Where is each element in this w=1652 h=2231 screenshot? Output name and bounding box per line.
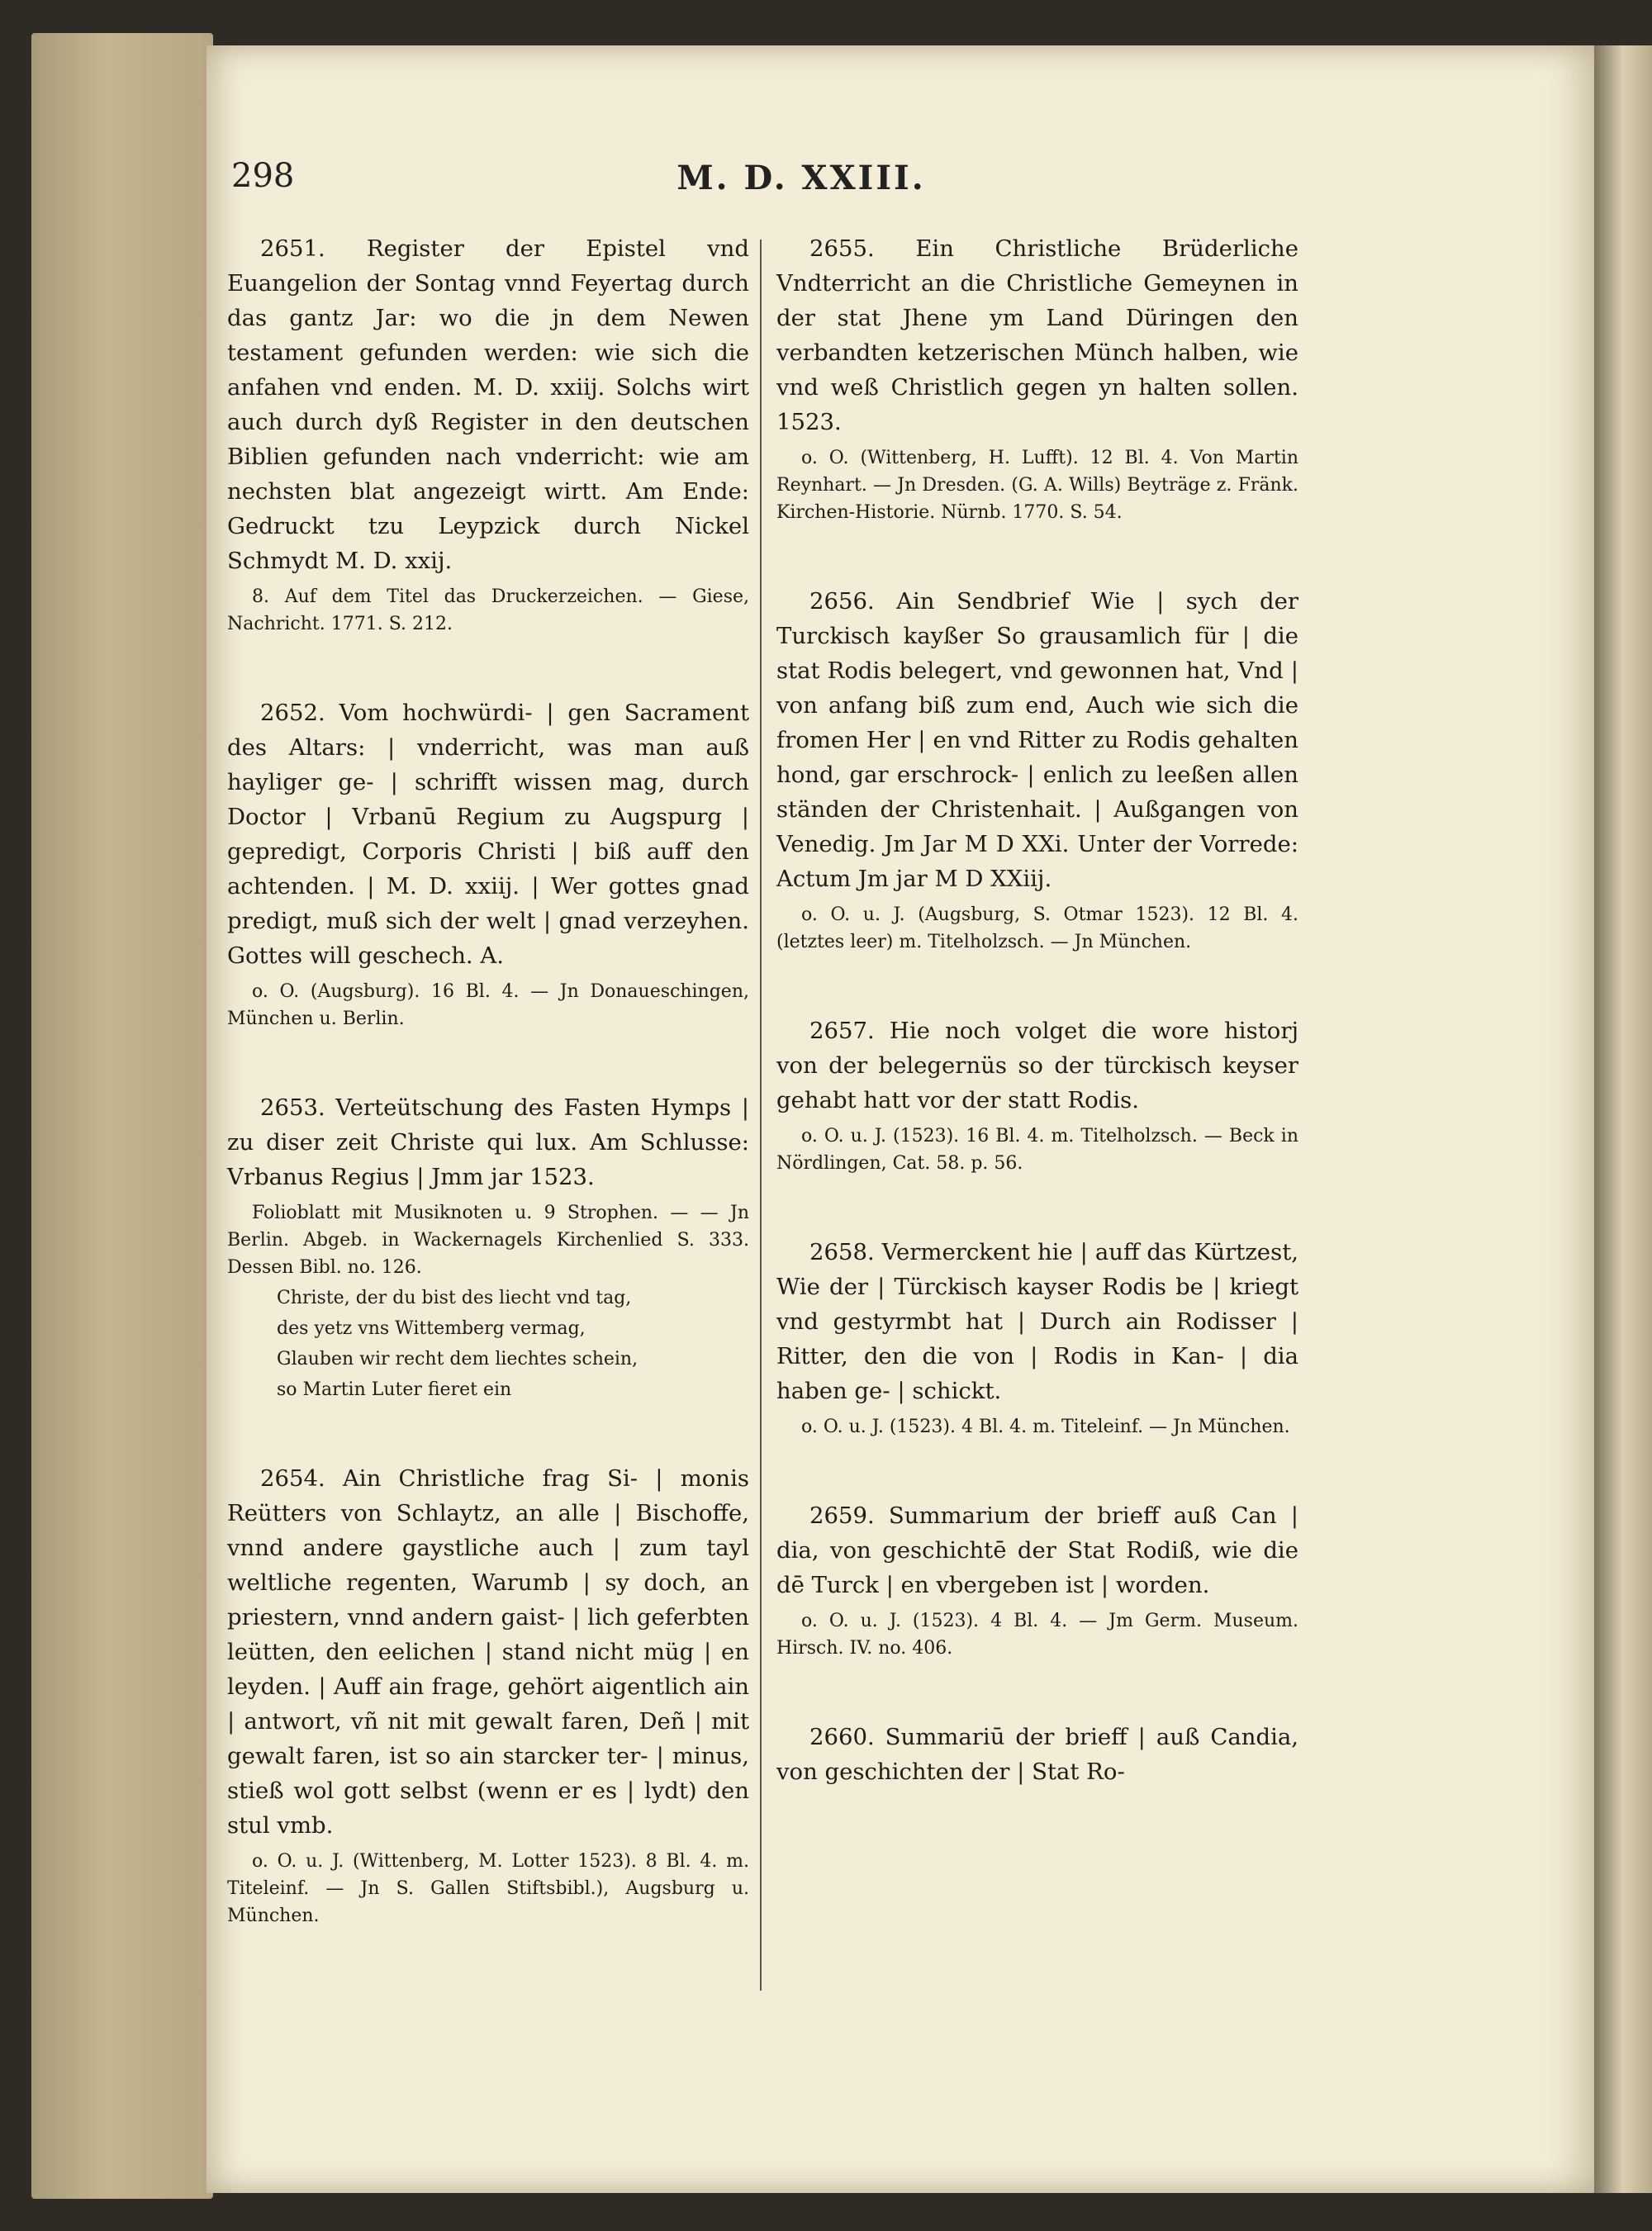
entry-title: 2654. Ain Christliche frag Si- | monis Reütters von Schlaytz, an alle | Bischoffe, vnnd andere gaystliche auch | zum tayl weltliche regenten, Warumb | sy doch, an priestern, vnnd andern gaist- | lich geferbten leütten, den eelichen | stand nicht müg | en leyden. | Auff ain frage, gehört aigentlich ain | antwort, vñ nit mit gewalt faren, Deñ | mit gewalt faren, ist so ain starcker ter- | minus, stieß wol gott selbst (wenn er es | lydt) den stul vmb. <box>227 1465 749 1839</box>
entry-note: o. O. u. J. (1523). 16 Bl. 4. m. Titelholzsch. — Beck in Nördlingen, Cat. 58. p. 56. <box>776 1126 1298 1174</box>
verse-line: Christe, der du bist des liecht vnd tag, <box>277 1288 632 1308</box>
entry-title: 2653. Verteütschung des Fasten Hymps | zu diser zeit Christe qui lux. Am Schlusse: Vrbanus Regius | Jmm jar 1523. <box>227 1094 749 1190</box>
entry-title: 2655. Ein Christliche Brüderliche Vndterricht an die Christliche Gemeynen in der stat Jhene ym Land Düringen den verbandten ketzerischen Münch halben, wie vnd weß Christlich gegen yn halten sollen. 1523. <box>776 235 1298 435</box>
entry-note: Folioblatt mit Musiknoten u. 9 Strophen. — — Jn Berlin. Abgeb. in Wackernagels Kirchenlied S. 333. Dessen Bibl. no. 126. <box>227 1203 749 1278</box>
entry-2655 <box>776 231 1298 526</box>
entry-note: o. O. u. J. (1523). 4 Bl. 4. — Jm Germ. Museum. Hirsch. IV. no. 406. <box>776 1611 1298 1659</box>
entry-title: 2651. Register der Epistel vnd Euangelion der Sontag vnnd Feyertag durch das gantz Jar: wo die jn dem Newen testament gefunden werden: wie sich die anfahen vnd enden. M. D. xxiij. Solchs wirt auch durch dyß Register in den deutschen Biblien gefunden nach vnderricht: wie am nechsten blat angezeigt wirtt. Am Ende: Gedruckt tzu Leypzick durch Nickel Schmydt M. D. xxij. <box>227 235 749 574</box>
entry-note: o. O. u. J. (Augsburg, S. Otmar 1523). 12 Bl. 4. (letztes leer) m. Titelholzsch. — Jn München. <box>776 904 1298 952</box>
verse-line: Glauben wir recht dem liechtes schein, <box>277 1349 638 1369</box>
entry-note: o. O. (Augsburg). 16 Bl. 4. — Jn Donaueschingen, München u. Berlin. <box>227 981 749 1029</box>
entry-2660 <box>776 1720 1298 1789</box>
entry-title: 2658. Vermerckent hie | auff das Kürtzest, Wie der | Türckisch kayser Rodis be | kriegt vnd gestyrmbt hat | Durch ain Rodisser | Ritter, den die von | Rodis in Kan- | dia haben ge- | schickt. <box>776 1239 1298 1404</box>
entry-2658 <box>776 1235 1298 1441</box>
verse-line: so Martin Luter fieret ein <box>277 1379 512 1400</box>
column-divider <box>760 240 762 1991</box>
entry-note: 8. Auf dem Titel das Druckerzeichen. — Giese, Nachricht. 1771. S. 212. <box>227 586 749 634</box>
entry-2653 <box>227 1090 749 1403</box>
book-next-page-edge <box>1594 45 1652 2193</box>
right-column <box>776 231 1298 1847</box>
entry-2652 <box>227 695 749 1032</box>
entry-2656 <box>776 584 1298 956</box>
left-column <box>227 231 749 1987</box>
verse-line: des yetz vns Wittemberg vermag, <box>277 1318 586 1339</box>
entry-title: 2657. Hie noch volget die wore historj von der belegernüs so der türckisch keyser gehabt hatt vor der statt Rodis. <box>776 1018 1298 1113</box>
entry-2654 <box>227 1461 749 1930</box>
entry-2657 <box>776 1013 1298 1177</box>
entry-title: 2659. Summarium der brieff auß Can | dia, von geschichtē der Stat Rodiß, wie die dē Turck | en vbergeben ist | worden. <box>776 1502 1298 1598</box>
entry-2651 <box>227 231 749 638</box>
entry-note: o. O. u. J. (1523). 4 Bl. 4. m. Titeleinf. — Jn München. <box>801 1417 1290 1437</box>
entry-title: 2652. Vom hochwürdi- | gen Sacrament des Altars: | vnderricht, was man auß hayliger ge- | schrifft wissen mag, durch Doctor | Vrbanū Regium zu Augspurg | gepredigt, Corporis Christi | biß auff den achtenden. | M. D. xxiij. | Wer gottes gnad predigt, muß sich der welt | gnad verzeyhen. Gottes will geschech. A. <box>227 700 749 969</box>
entry-title: 2660. Summariū der brieff | auß Candia, von geschichten der | Stat Ro- <box>776 1724 1298 1785</box>
page-header <box>231 116 1371 197</box>
page-number: 298 <box>231 157 295 195</box>
entry-note: o. O. (Wittenberg, H. Lufft). 12 Bl. 4. Von Martin Reynhart. — Jn Dresden. (G. A. Wills) Beyträge z. Fränk. Kirchen-Historie. Nürnb. 1770. S. 54. <box>776 448 1298 523</box>
entry-title: 2656. Ain Sendbrief Wie | sych der Turckisch kayßer So grausamlich für | die stat Rodis belegert, vnd gewonnen hat, Vnd | von anfang biß zum end, Auch wie sich die fromen Her | en vnd Ritter zu Rodis gehalten hond, gar erschrock- | enlich zu leeßen allen ständen der Christenhait. | Außgangen von Venedig. Jm Jar M D XXi. Unter der Vorrede: Actum Jm jar M D XXiij. <box>776 588 1298 892</box>
running-head: M. D. XXIII. <box>676 159 926 197</box>
entry-note: o. O. u. J. (Wittenberg, M. Lotter 1523). 8 Bl. 4. m. Titeleinf. — Jn S. Gallen Stiftsbibl.), Augsburg u. München. <box>227 1851 749 1926</box>
book-page-edges <box>31 33 213 2199</box>
entry-2659 <box>776 1498 1298 1662</box>
